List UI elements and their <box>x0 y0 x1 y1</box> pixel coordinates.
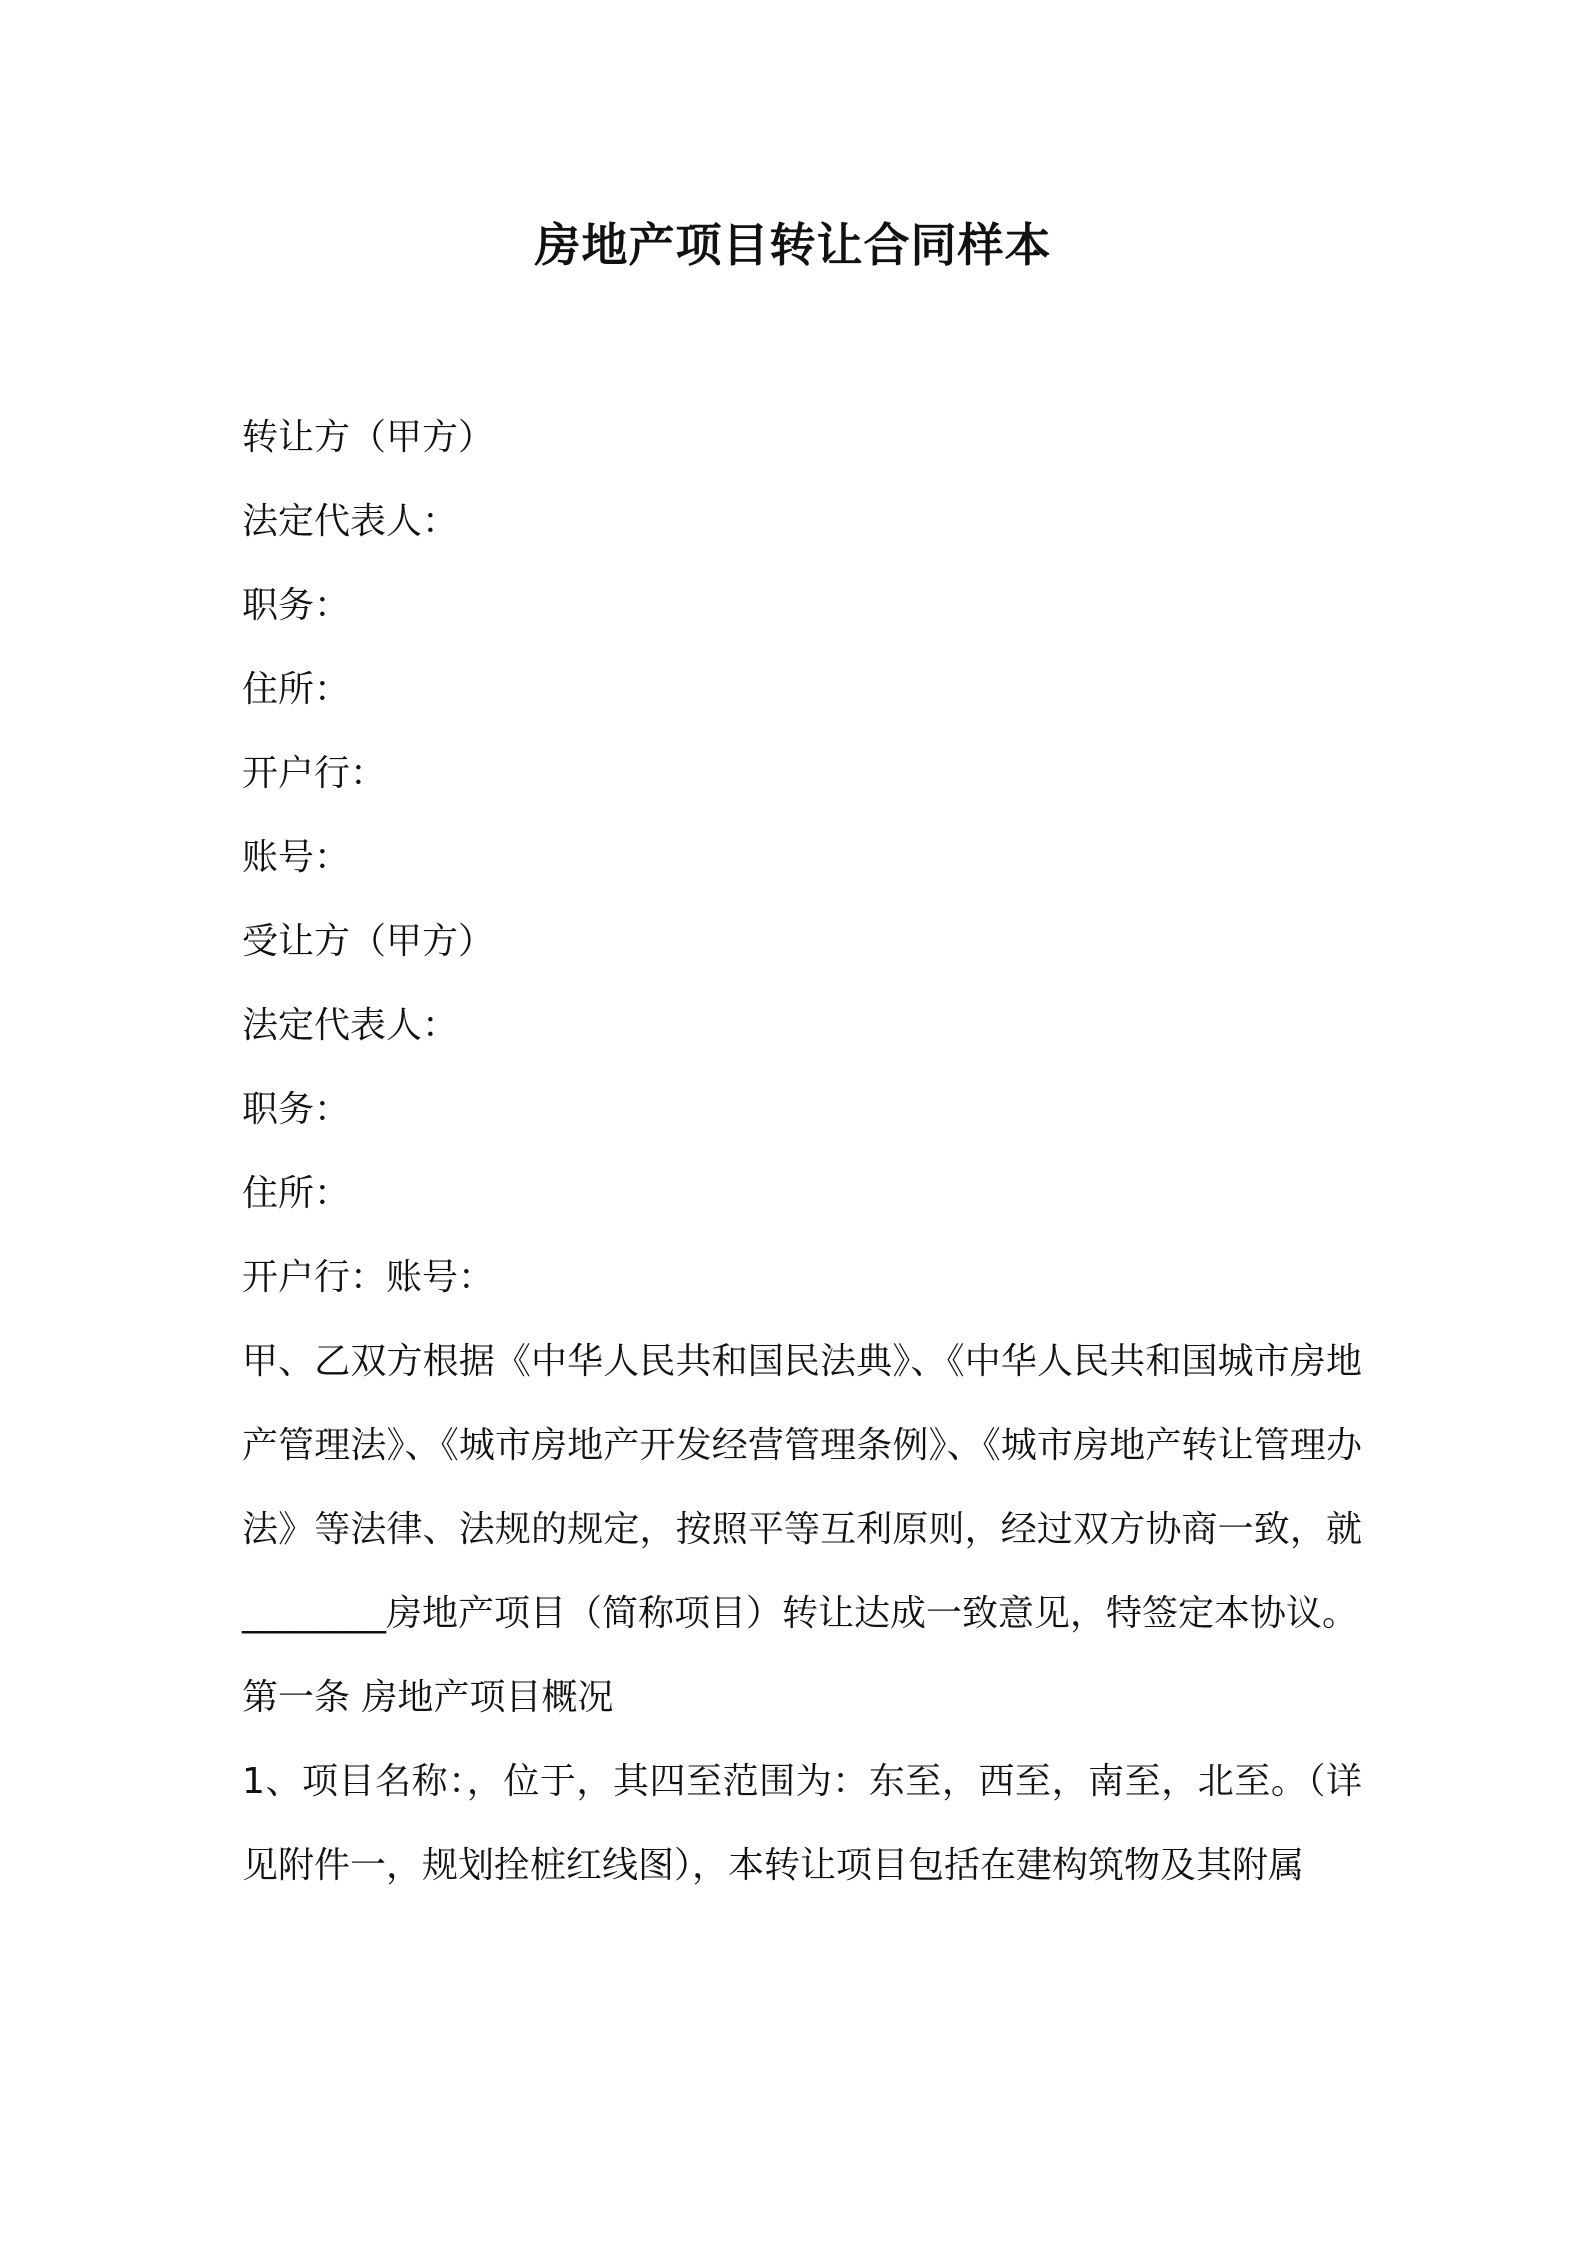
document-title: 房地产项目转让合同样本 <box>534 218 1052 272</box>
transferee-legal-rep: 法定代表人： <box>242 1005 459 1046</box>
transferor-heading: 转让方（甲方） <box>242 417 495 458</box>
article-1-heading: 第一条 房地产项目概况 <box>242 1677 614 1718</box>
transferor-position: 职务： <box>242 585 351 626</box>
document-body <box>242 396 1362 1908</box>
transferee-bank-account: 开户行：账号： <box>242 1257 495 1298</box>
transferee-position: 职务： <box>242 1089 351 1130</box>
transferor-account: 账号： <box>242 837 351 878</box>
transferee-heading: 受让方（甲方） <box>242 921 495 962</box>
transferee-address: 住所： <box>242 1173 351 1214</box>
article-1-item-1: 1、项目名称：，位于，其四至范围为：东至，西至，南至，北至。（详见附件一，规划拴桩红线图），本转让项目包括在建构筑物及其附属 <box>242 1761 1362 1886</box>
transferor-address: 住所： <box>242 669 351 710</box>
preamble-paragraph: 甲、乙双方根据《中华人民共和国民法典》、《中华人民共和国城市房地产管理法》、《城市房地产开发经营管理条例》、《城市房地产转让管理办法》等法律、法规的规定，按照平等互利原则，经过双方协商一致，就________房地产项目（简称项目）转让达成一致意见，特签定本协议。 <box>242 1341 1362 1634</box>
transferor-bank: 开户行： <box>242 753 387 794</box>
transferor-legal-rep: 法定代表人： <box>242 501 459 542</box>
